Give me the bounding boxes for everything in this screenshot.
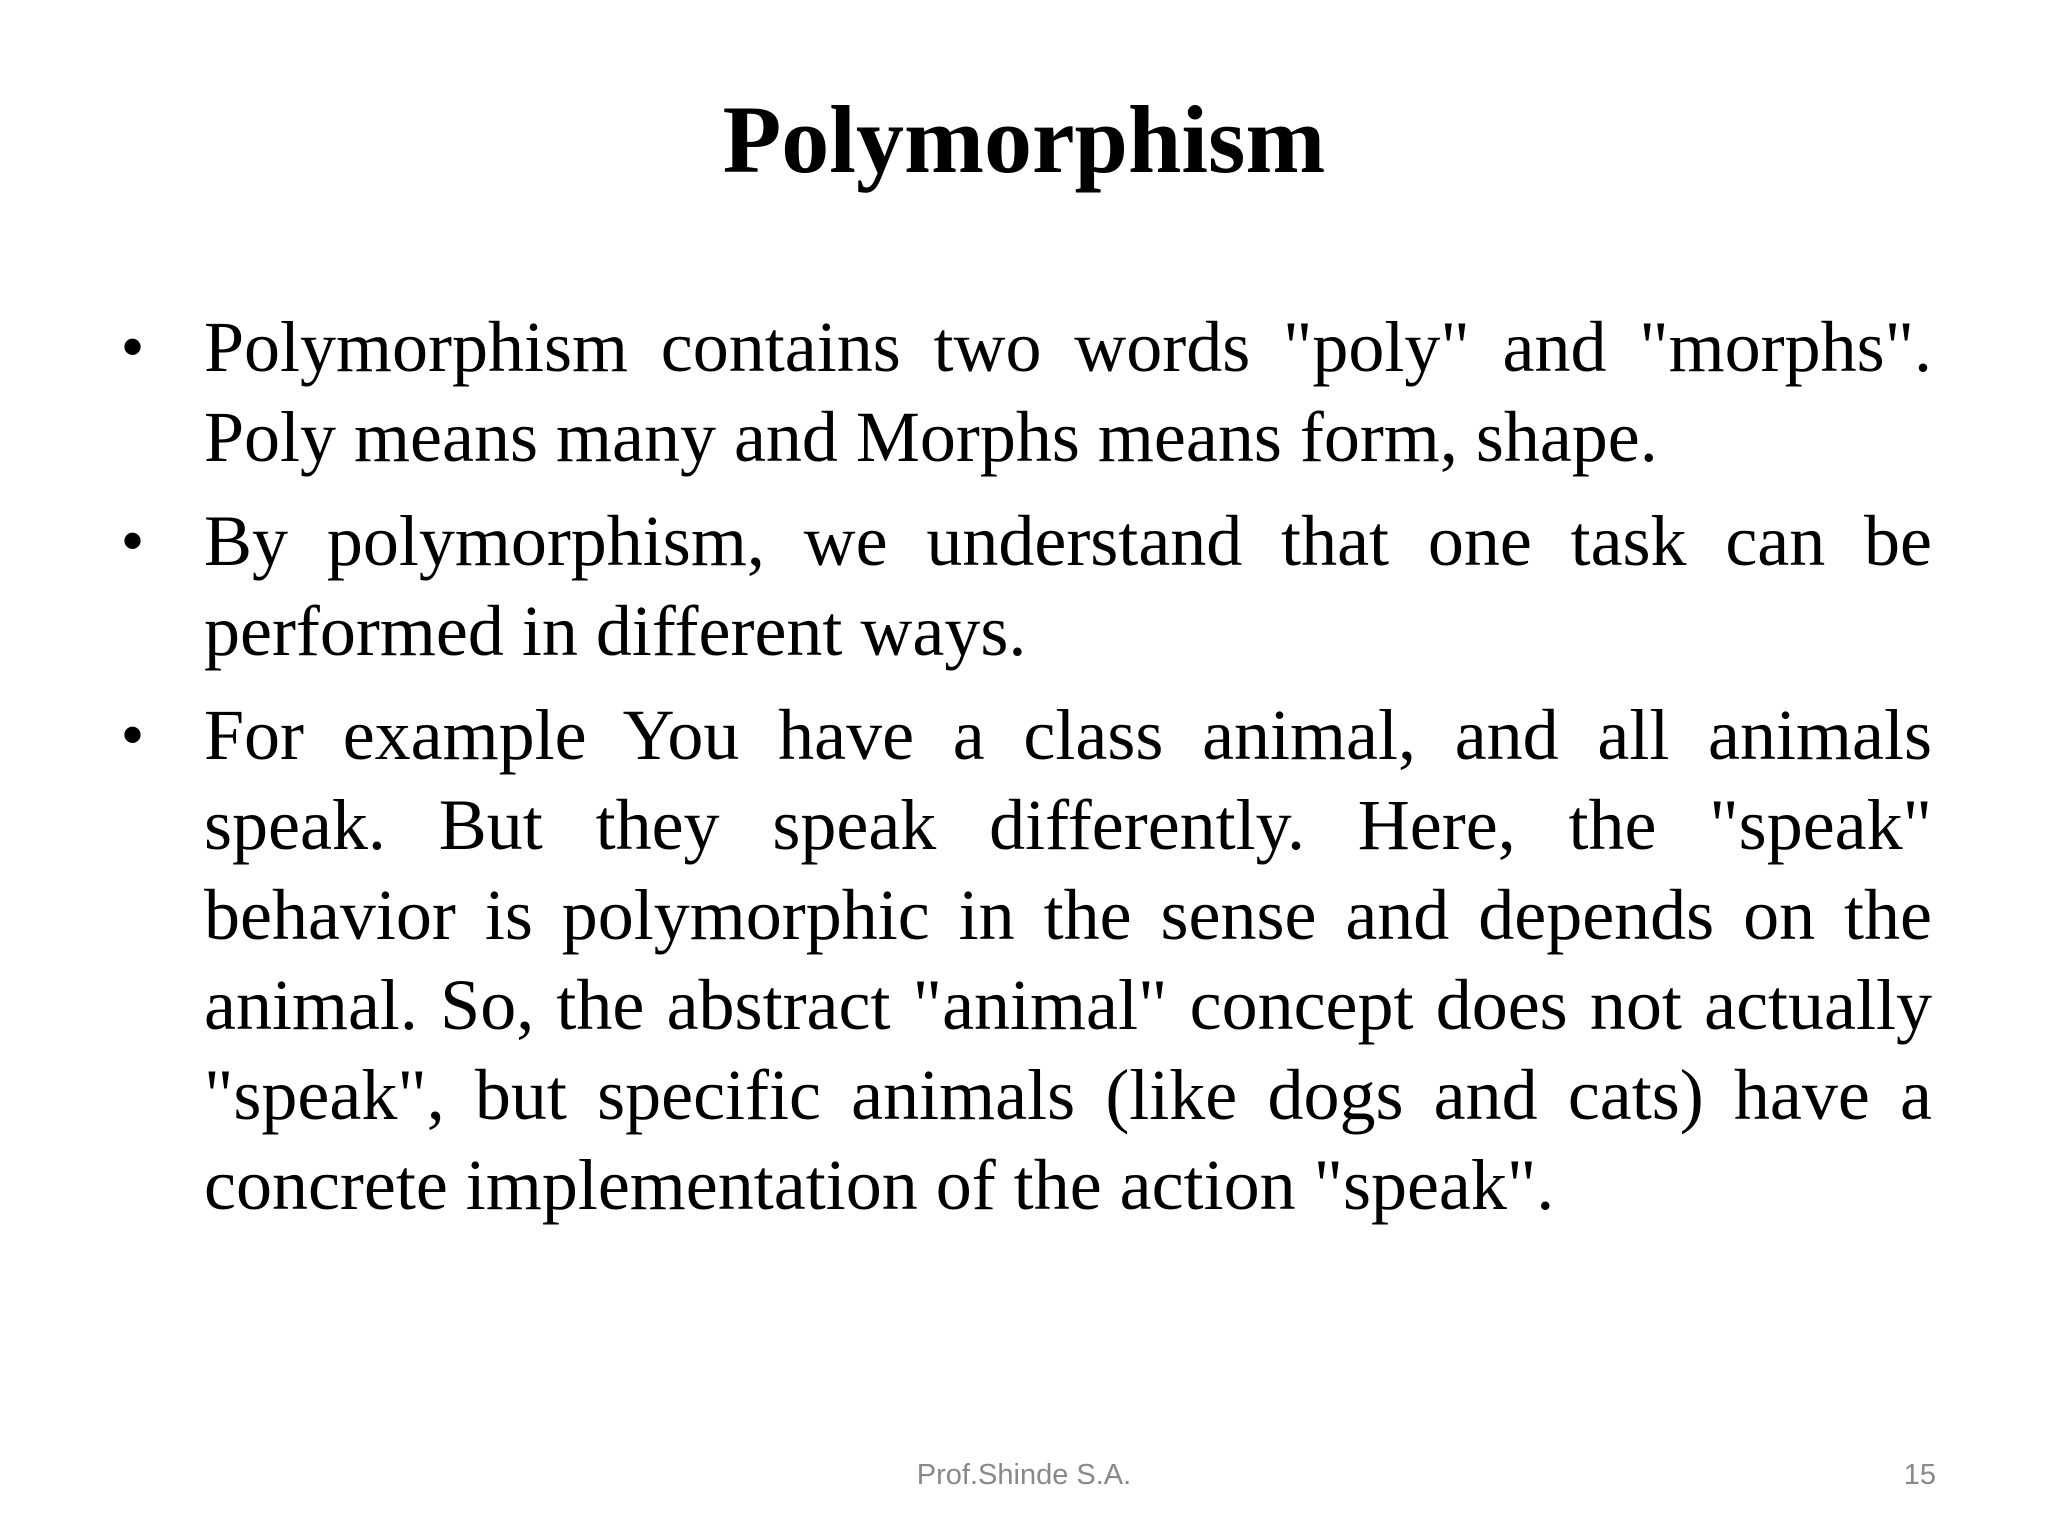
bullet-dot-icon: •: [122, 313, 144, 380]
bullet-item: [122, 690, 1932, 1230]
bullet-item: [122, 302, 1932, 482]
slide-title: Polymorphism: [722, 86, 1326, 193]
bullet-dot-icon: •: [122, 701, 144, 768]
footer-author: Prof.Shinde S.A.: [916, 1459, 1132, 1491]
bullet-item: [122, 496, 1932, 676]
bullet-list: [122, 302, 1932, 1244]
bullet-dot-icon: •: [122, 507, 144, 574]
page-number: 15: [1903, 1459, 1936, 1491]
bullet-text: For example You have a class animal, and all animals speak. But they speak differently. Here, the "speak" behavior is polymorphic in the sense and depends on the animal. So, the abstract "animal" concept does not actually "speak", but specific animals (like dogs and cats) have a concrete implementation of the action "speak".: [204, 695, 1932, 1225]
bullet-text: By polymorphism, we understand that one task can be performed in different ways.: [204, 501, 1932, 671]
bullet-text: Polymorphism contains two words "poly" and "morphs". Poly means many and Morphs means form, shape.: [204, 307, 1932, 477]
